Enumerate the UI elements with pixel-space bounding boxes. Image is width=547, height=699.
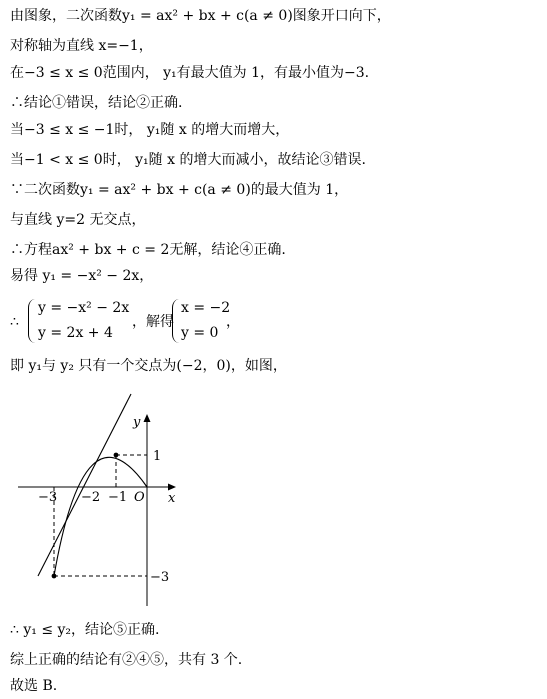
endpoint-point: [52, 574, 57, 579]
y-axis-arrow: [144, 414, 151, 422]
system-eq2: y = 2x + 4: [38, 325, 113, 341]
x-tick-minus-2: −2: [81, 490, 101, 505]
x-axis-arrow: [168, 484, 176, 491]
vertex-point: [114, 453, 119, 458]
text-line-4: ∴结论①错误，结论②正确.: [10, 95, 183, 111]
text-line-5: 当−3 ≤ x ≤ −1时， y₁随 x 的增大而增大，: [10, 122, 290, 138]
text-line-7: ∵二次函数y₁ = ax² + bx + c(a ≠ 0)的最大值为 1，: [10, 182, 349, 198]
system-middle: ，解得: [132, 314, 174, 330]
text-line-10: 易得 y₁ = −x² − 2x，: [10, 268, 154, 284]
solution-brace: [172, 299, 179, 343]
text-line-8: 与直线 y=2 无交点，: [10, 212, 146, 228]
solution-x: x = −2: [181, 300, 231, 316]
graph-figure: [14, 384, 194, 609]
x-axis-label: x: [168, 491, 176, 506]
y-tick-1: 1: [153, 449, 162, 464]
text-line-6: 当−1 < x ≤ 0时， y₁随 x 的增大而减小，故结论③错误.: [10, 152, 366, 168]
text-line-11: 即 y₁与 y₂ 只有一个交点为(−2，0)，如图，: [10, 358, 287, 374]
text-line-3: 在−3 ≤ x ≤ 0范围内， y₁有最大值为 1，有最小值为−3.: [10, 65, 370, 81]
x-tick-minus-3: −3: [38, 490, 58, 505]
left-brace: [28, 299, 35, 343]
straight-line: [38, 394, 131, 576]
text-line-1: 由图象，二次函数y₁ = ax² + bx + c(a ≠ 0)图象开口向下，: [10, 8, 391, 24]
text-line-12: ∴ y₁ ≤ y₂，结论⑤正确.: [10, 622, 160, 638]
text-line-2: 对称轴为直线 x=−1，: [10, 38, 153, 54]
y-axis-label: y: [133, 415, 141, 430]
text-line-13: 综上正确的结论有②④⑤，共有 3 个.: [10, 652, 243, 668]
system-eq1: y = −x² − 2x: [38, 300, 130, 316]
y-tick-minus-3: −3: [150, 570, 170, 585]
system-prefix: ∴: [10, 314, 19, 330]
origin-label: O: [134, 490, 145, 505]
text-line-9: ∴方程ax² + bx + c = 2无解，结论④正确.: [10, 242, 286, 258]
text-line-14: 故选 B.: [10, 678, 58, 694]
x-tick-minus-1: −1: [108, 490, 128, 505]
solution-y: y = 0: [181, 325, 219, 341]
system-suffix: ，: [226, 314, 240, 330]
